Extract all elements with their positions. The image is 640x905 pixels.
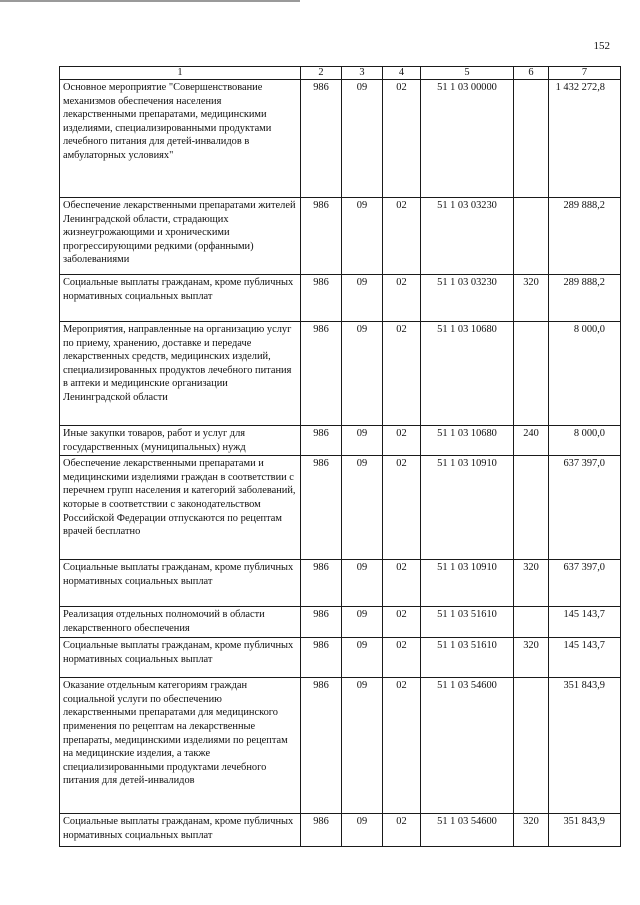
row-pr: 02 bbox=[383, 80, 421, 198]
row-vr: 320 bbox=[514, 638, 549, 678]
row-amount: 289 888,2 bbox=[549, 198, 621, 275]
row-rz: 09 bbox=[342, 275, 383, 322]
scan-edge bbox=[0, 0, 300, 2]
row-name: Социальные выплаты гражданам, кроме публичных нормативных социальных выплат bbox=[60, 275, 301, 322]
table-row bbox=[60, 275, 621, 322]
row-amount: 1 432 272,8 bbox=[549, 80, 621, 198]
row-grbs: 986 bbox=[301, 678, 342, 814]
row-csr: 51 1 03 54600 bbox=[421, 814, 514, 847]
row-pr: 02 bbox=[383, 607, 421, 638]
table-row bbox=[60, 426, 621, 456]
row-grbs: 986 bbox=[301, 638, 342, 678]
row-rz: 09 bbox=[342, 426, 383, 456]
row-vr bbox=[514, 678, 549, 814]
table-row bbox=[60, 198, 621, 275]
page-number: 152 bbox=[593, 40, 610, 52]
row-grbs: 986 bbox=[301, 322, 342, 426]
row-amount: 637 397,0 bbox=[549, 456, 621, 560]
row-name: Основное мероприятие "Совершенствование механизмов обеспечения населения лекарственными препаратами, медицинскими изделиями, специализированными продуктами лечебного питания для детей-инвалидов в амбулаторных условиях" bbox=[60, 80, 301, 198]
row-vr: 320 bbox=[514, 275, 549, 322]
row-csr: 51 1 03 51610 bbox=[421, 607, 514, 638]
row-amount: 145 143,7 bbox=[549, 638, 621, 678]
table-row bbox=[60, 456, 621, 560]
row-name: Обеспечение лекарственными препаратами жителей Ленинградской области, страдающих жизнеугрожающими и хроническими прогрессирующими редкими (орфанными) заболеваниями bbox=[60, 198, 301, 275]
row-pr: 02 bbox=[383, 198, 421, 275]
row-grbs: 986 bbox=[301, 607, 342, 638]
row-rz: 09 bbox=[342, 560, 383, 607]
row-csr: 51 1 03 54600 bbox=[421, 678, 514, 814]
row-csr: 51 1 03 10680 bbox=[421, 426, 514, 456]
row-grbs: 986 bbox=[301, 198, 342, 275]
row-vr bbox=[514, 198, 549, 275]
row-grbs: 986 bbox=[301, 814, 342, 847]
row-amount: 145 143,7 bbox=[549, 607, 621, 638]
table-row bbox=[60, 638, 621, 678]
row-grbs: 986 bbox=[301, 560, 342, 607]
row-pr: 02 bbox=[383, 456, 421, 560]
row-name: Социальные выплаты гражданам, кроме публичных нормативных социальных выплат bbox=[60, 560, 301, 607]
table-row bbox=[60, 814, 621, 847]
row-csr: 51 1 03 51610 bbox=[421, 638, 514, 678]
header-cell: 7 bbox=[549, 67, 621, 80]
row-pr: 02 bbox=[383, 638, 421, 678]
row-amount: 8 000,0 bbox=[549, 426, 621, 456]
header-row bbox=[60, 67, 621, 80]
row-rz: 09 bbox=[342, 198, 383, 275]
table-row bbox=[60, 322, 621, 426]
header-cell: 1 bbox=[60, 67, 301, 80]
row-name: Иные закупки товаров, работ и услуг для государственных (муниципальных) нужд bbox=[60, 426, 301, 456]
header-cell: 6 bbox=[514, 67, 549, 80]
row-vr: 240 bbox=[514, 426, 549, 456]
row-grbs: 986 bbox=[301, 275, 342, 322]
row-rz: 09 bbox=[342, 814, 383, 847]
row-vr bbox=[514, 456, 549, 560]
header-cell: 4 bbox=[383, 67, 421, 80]
row-csr: 51 1 03 03230 bbox=[421, 198, 514, 275]
row-name: Социальные выплаты гражданам, кроме публичных нормативных социальных выплат bbox=[60, 814, 301, 847]
row-csr: 51 1 03 10910 bbox=[421, 456, 514, 560]
row-amount: 289 888,2 bbox=[549, 275, 621, 322]
row-pr: 02 bbox=[383, 426, 421, 456]
row-pr: 02 bbox=[383, 275, 421, 322]
row-pr: 02 bbox=[383, 560, 421, 607]
budget-table bbox=[59, 66, 621, 847]
row-vr bbox=[514, 322, 549, 426]
row-pr: 02 bbox=[383, 814, 421, 847]
row-vr bbox=[514, 80, 549, 198]
row-pr: 02 bbox=[383, 322, 421, 426]
row-csr: 51 1 03 03230 bbox=[421, 275, 514, 322]
row-csr: 51 1 03 10680 bbox=[421, 322, 514, 426]
row-rz: 09 bbox=[342, 678, 383, 814]
header-cell: 5 bbox=[421, 67, 514, 80]
header-cell: 3 bbox=[342, 67, 383, 80]
row-amount: 8 000,0 bbox=[549, 322, 621, 426]
row-vr bbox=[514, 607, 549, 638]
row-amount: 351 843,9 bbox=[549, 814, 621, 847]
table-row bbox=[60, 560, 621, 607]
table-row bbox=[60, 80, 621, 198]
row-name: Обеспечение лекарственными препаратами и медицинскими изделиями граждан в соответствии с перечнем групп населения и категорий заболеваний, которые в соответствии с законодательством Российской Федерации отпускаются по рецептам врачей бесплатно bbox=[60, 456, 301, 560]
row-rz: 09 bbox=[342, 322, 383, 426]
row-rz: 09 bbox=[342, 638, 383, 678]
row-name: Мероприятия, направленные на организацию услуг по приему, хранению, доставке и передаче лекарственных средств, медицинских изделий, специализированных продуктов лечебного питания в аптеки и медицинские организации Ленинградской области bbox=[60, 322, 301, 426]
table-row bbox=[60, 678, 621, 814]
row-rz: 09 bbox=[342, 80, 383, 198]
row-grbs: 986 bbox=[301, 80, 342, 198]
row-name: Оказание отдельным категориям граждан социальной услуги по обеспечению лекарственными препаратами для медицинского применения по рецептам на лекарственные препараты, медицинскими изделиями по рецептам на медицинские изделия, а также специализированными продуктами лечебного питания для детей-инвалидов bbox=[60, 678, 301, 814]
row-name: Социальные выплаты гражданам, кроме публичных нормативных социальных выплат bbox=[60, 638, 301, 678]
row-vr: 320 bbox=[514, 814, 549, 847]
row-amount: 637 397,0 bbox=[549, 560, 621, 607]
row-pr: 02 bbox=[383, 678, 421, 814]
row-name: Реализация отдельных полномочий в области лекарственного обеспечения bbox=[60, 607, 301, 638]
row-rz: 09 bbox=[342, 456, 383, 560]
row-csr: 51 1 03 10910 bbox=[421, 560, 514, 607]
table-row bbox=[60, 607, 621, 638]
row-amount: 351 843,9 bbox=[549, 678, 621, 814]
row-csr: 51 1 03 00000 bbox=[421, 80, 514, 198]
row-vr: 320 bbox=[514, 560, 549, 607]
row-grbs: 986 bbox=[301, 426, 342, 456]
row-grbs: 986 bbox=[301, 456, 342, 560]
row-rz: 09 bbox=[342, 607, 383, 638]
header-cell: 2 bbox=[301, 67, 342, 80]
